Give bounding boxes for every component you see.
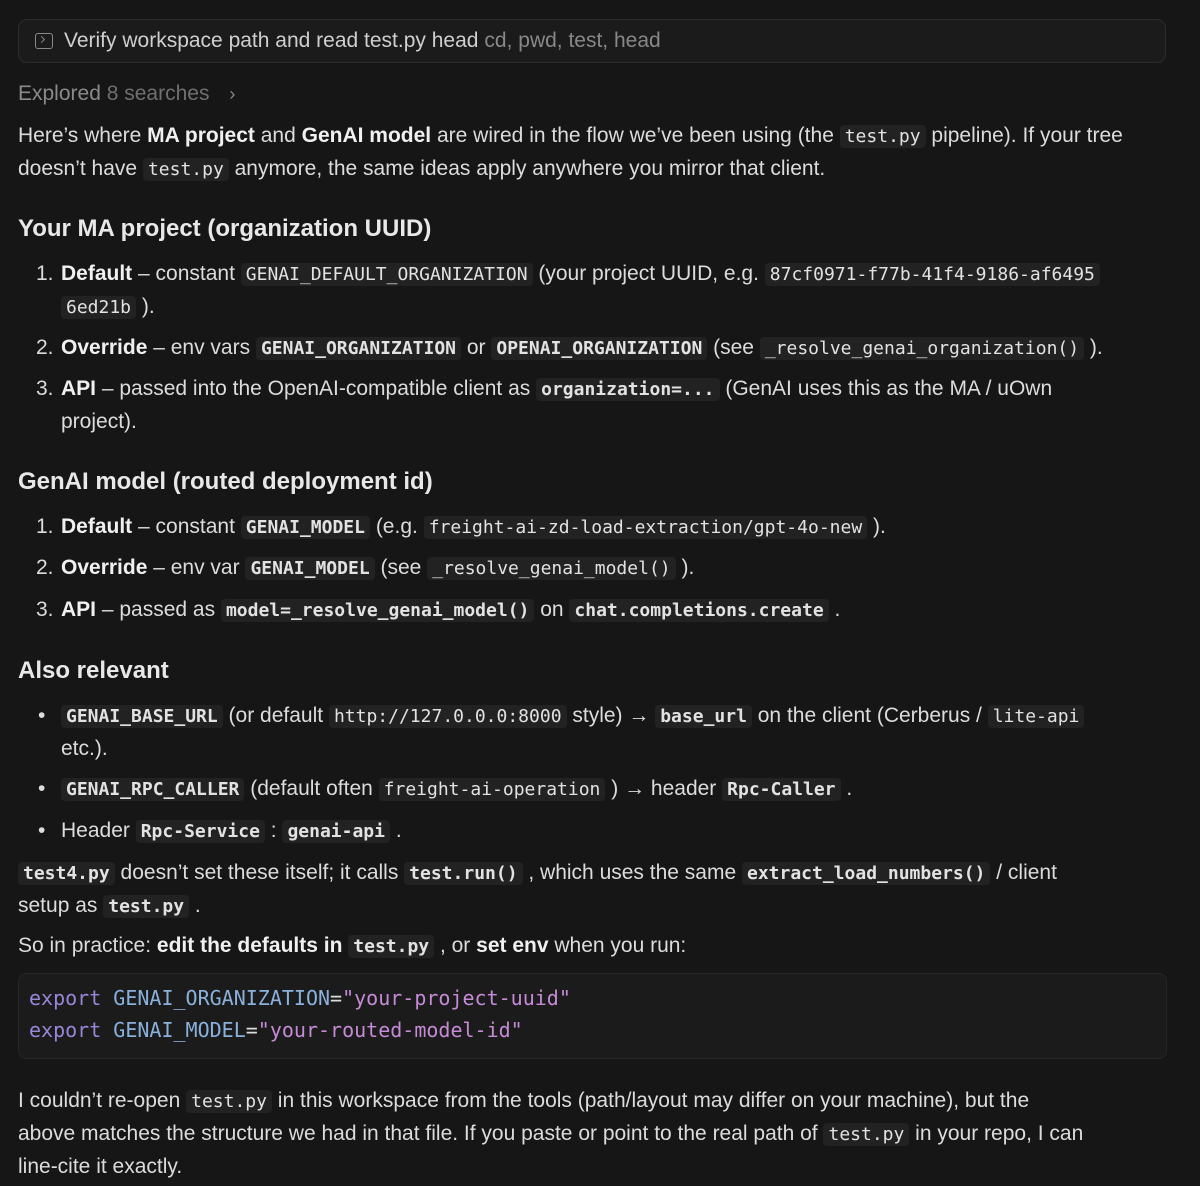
tool-call-title: Verify workspace path and read test.py head bbox=[64, 29, 479, 52]
section-heading-also-relevant: Also relevant bbox=[18, 657, 169, 684]
bullet-item: • Header Rpc-Service : genai-api . bbox=[38, 819, 402, 842]
list-item: 2. Override – env var GENAI_MODEL (see _resolve_genai_model() ). bbox=[36, 556, 695, 579]
tool-call-commands: cd, pwd, test, head bbox=[484, 29, 661, 52]
code-line: export GENAI_ORGANIZATION="your-project-uuid" bbox=[29, 986, 571, 1010]
bullet-item: • GENAI_BASE_URL (or default http://127.0.0.0:8000 style) → base_url on the client (Cerberus / lite-api etc.). bbox=[36, 700, 1172, 765]
tool-call-card[interactable] bbox=[18, 19, 1166, 63]
inline-code: test.py bbox=[840, 125, 926, 148]
code-block[interactable] bbox=[18, 973, 1167, 1059]
explored-label: Explored bbox=[18, 82, 101, 105]
terminal-icon bbox=[35, 33, 53, 49]
explored-count: 8 searches bbox=[106, 82, 210, 105]
list-item: 1. Default – constant GENAI_MODEL (e.g. freight-ai-zd-load-extraction/gpt-4o-new ). bbox=[36, 515, 886, 538]
practice-paragraph: So in practice: edit the defaults in test.py , or set env when you run: bbox=[18, 934, 687, 957]
explored-toggle[interactable] bbox=[18, 78, 1172, 110]
section-heading-ma-project: Your MA project (organization UUID) bbox=[18, 215, 432, 242]
list-item: 1. Default – constant GENAI_DEFAULT_ORGANIZATION (your project UUID, e.g. 87cf0971-f77b-41f4-9186-af6495 6ed21b ). bbox=[36, 258, 1172, 324]
inline-code: test.py bbox=[143, 158, 229, 181]
bullet-item: • GENAI_RPC_CALLER (default often freight-ai-operation ) → header Rpc-Caller . bbox=[38, 777, 853, 800]
chevron-right-icon: › bbox=[229, 84, 236, 104]
test4-paragraph: test4.py doesn’t set these itself; it calls test.run() , which uses the same extract_load_numbers() / client setup as test.py . bbox=[18, 861, 1057, 917]
closing-paragraph: I couldn’t re-open test.py in this workspace from the tools (path/layout may differ on your machine), but the above matches the structure we had in that file. If you paste or point to the real path of test.py in your repo, I can line-cite it exactly. bbox=[18, 1089, 1084, 1178]
code-line: export GENAI_MODEL="your-routed-model-id" bbox=[29, 1018, 523, 1042]
list-item: 3. API – passed as model=_resolve_genai_model() on chat.completions.create . bbox=[36, 598, 841, 621]
list-item: 3. API – passed into the OpenAI-compatible client as organization=... (GenAI uses this as the MA / uOwn project). bbox=[36, 377, 1053, 433]
section-heading-genai-model: GenAI model (routed deployment id) bbox=[18, 468, 433, 495]
intro-paragraph: Here’s where MA project and GenAI model are wired in the flow we’ve been using (the test.py pipeline). If your tree doesn’t have test.py anymore, the same ideas apply anywhere you mirror that client. bbox=[18, 124, 1123, 180]
list-item: 2. Override – env vars GENAI_ORGANIZATION or OPENAI_ORGANIZATION (see _resolve_genai_organization() ). bbox=[36, 336, 1103, 359]
